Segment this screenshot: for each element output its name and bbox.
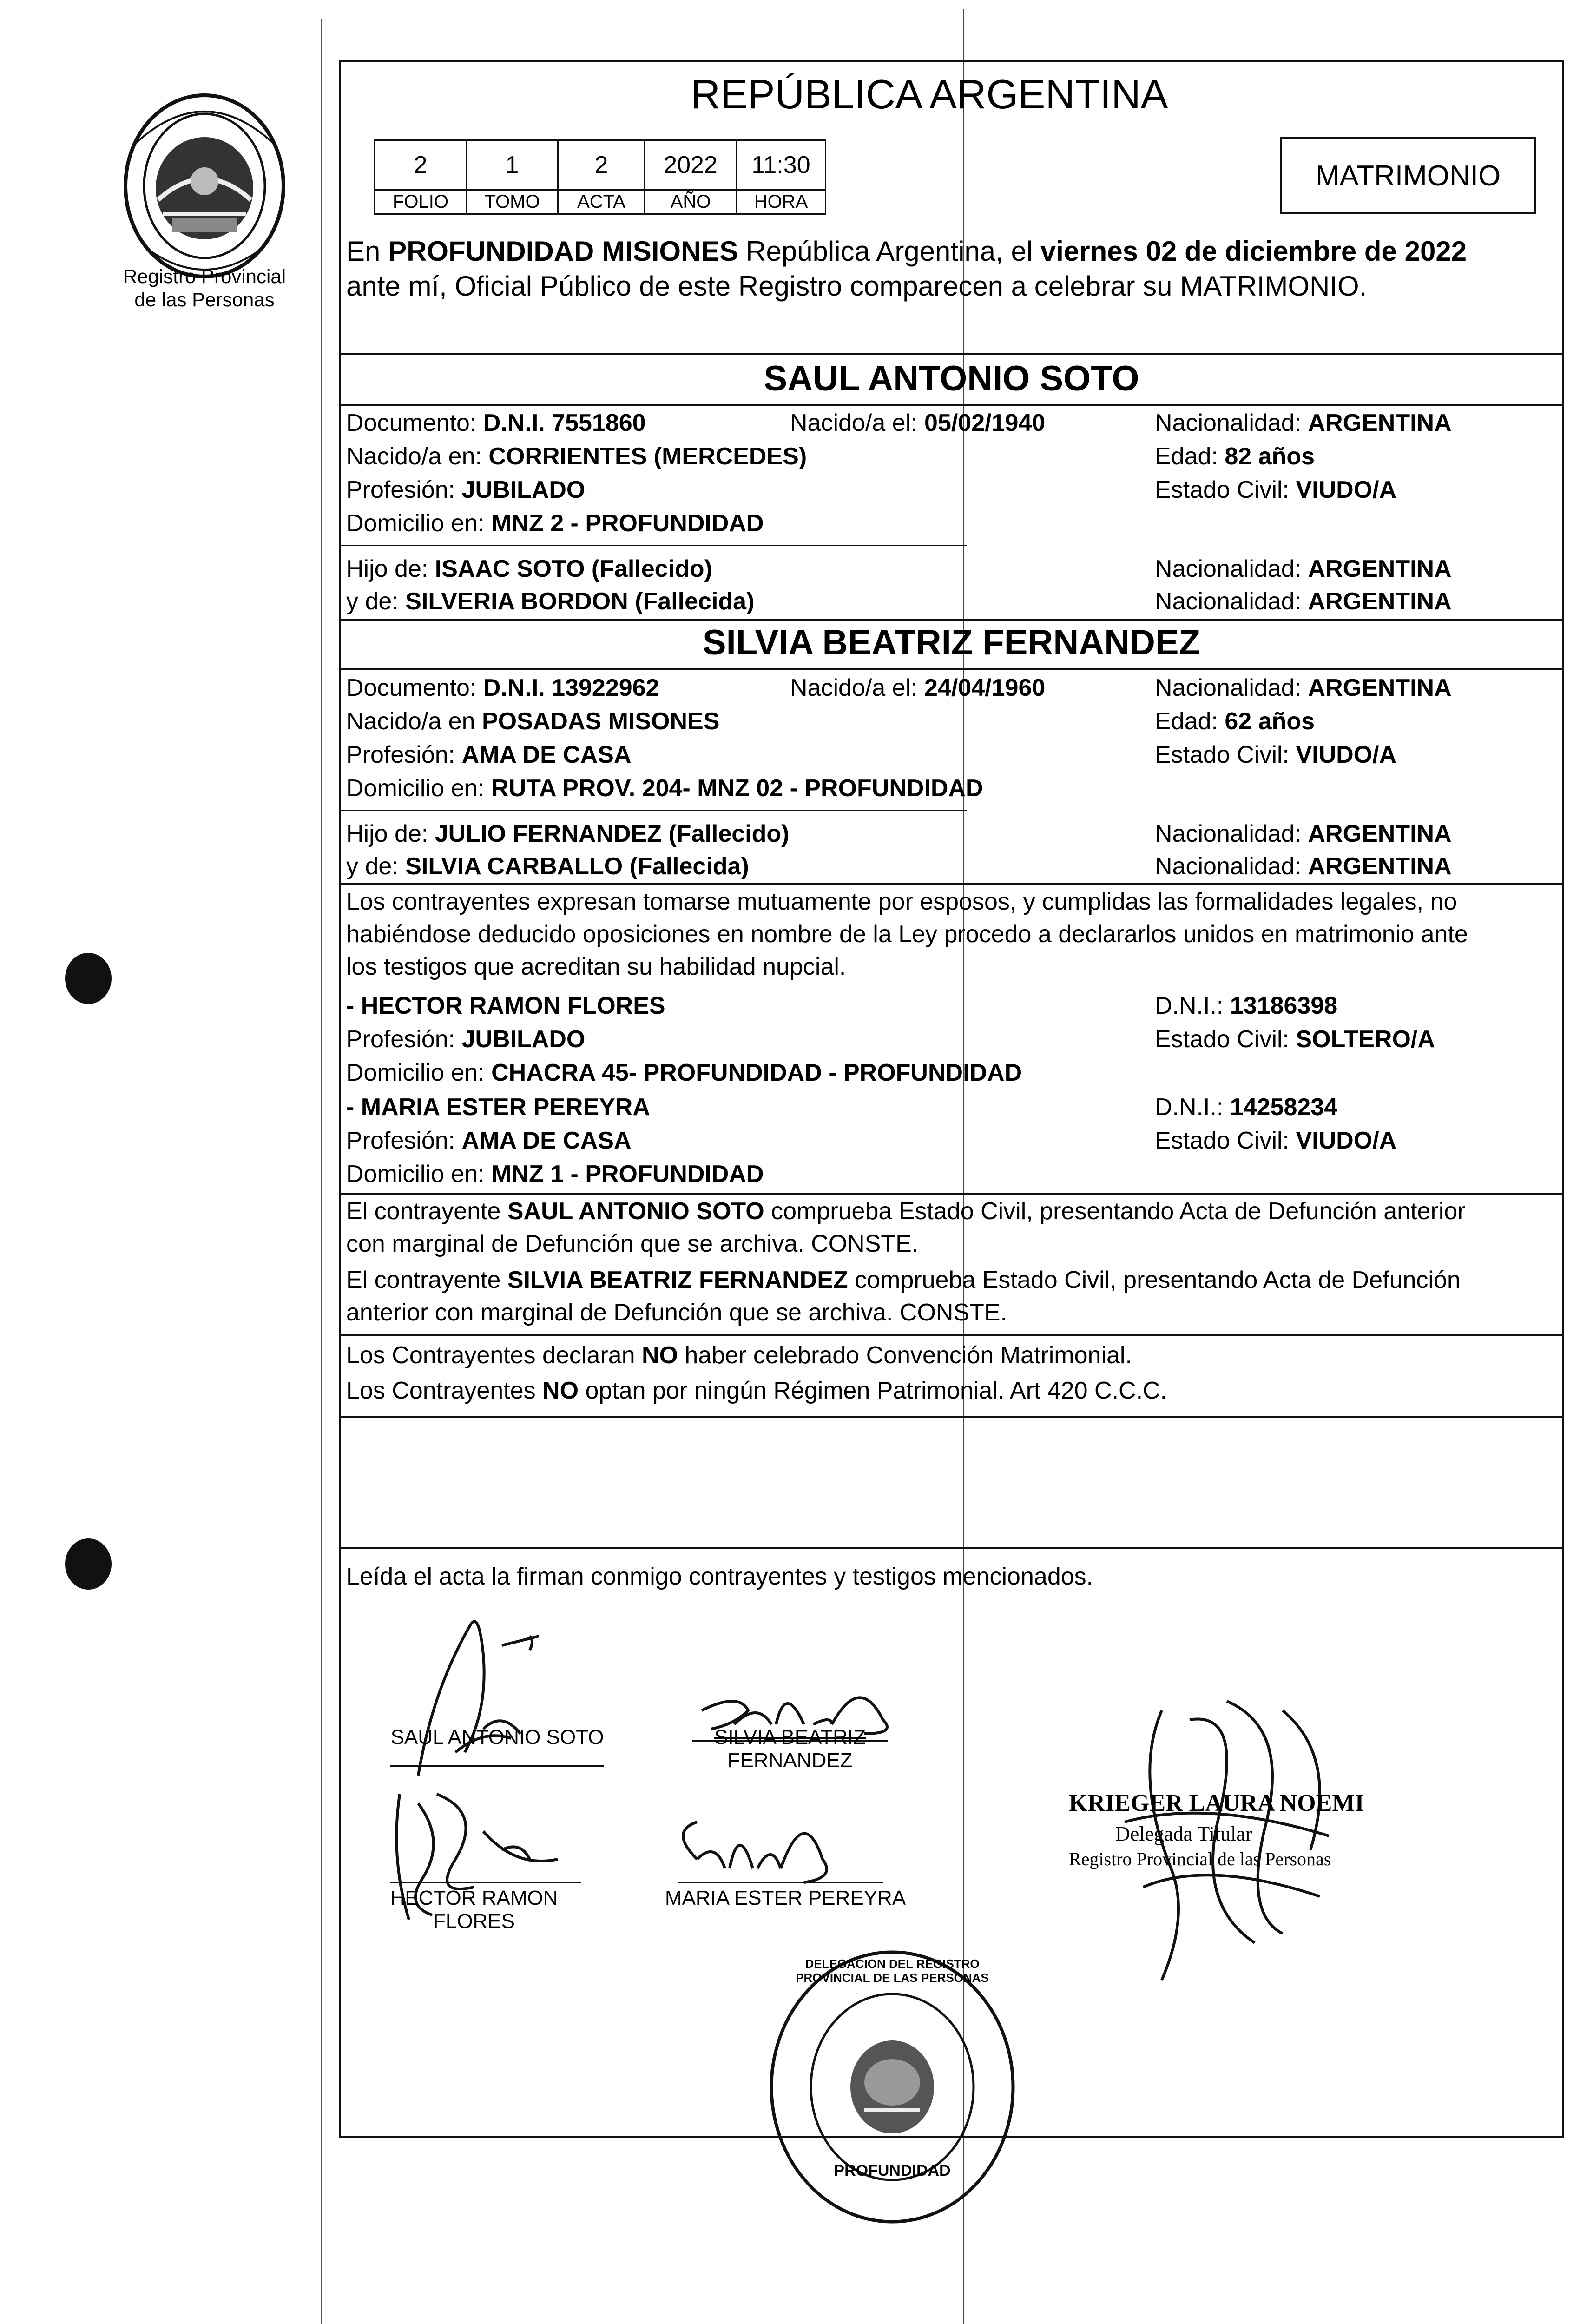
provincial-logo: [116, 88, 293, 284]
bride-signature-label1: SILVIA BEATRIZ: [714, 1726, 866, 1749]
groom-name: SAUL ANTONIO SOTO: [764, 359, 1139, 398]
witness2-address: Domicilio en: MNZ 1 - PROFUNDIDAD: [346, 1161, 764, 1188]
groom-birth-place: Nacido/a en: CORRIENTES (MERCEDES): [346, 443, 807, 470]
groom-document: Documento: D.N.I. 7551860: [346, 409, 646, 436]
acta-label: ACTA: [557, 189, 645, 215]
bride-father-nationality: Nacionalidad: ARGENTINA: [1155, 820, 1452, 847]
groom-nationality: Nacionalidad: ARGENTINA: [1155, 409, 1452, 436]
divider: [339, 619, 1564, 621]
groom-mother: y de: SILVERIA BORDON (Fallecida): [346, 588, 755, 615]
groom-profession: Profesión: JUBILADO: [346, 476, 586, 503]
folio-label: FOLIO: [374, 189, 467, 215]
page-title: REPÚBLICA ARGENTINA: [691, 71, 1168, 117]
groom-signature-label: SAUL ANTONIO SOTO: [390, 1726, 604, 1749]
tomo-label: TOMO: [466, 189, 559, 215]
margin-line: [321, 19, 322, 2324]
bride-nationality: Nacionalidad: ARGENTINA: [1155, 674, 1452, 701]
bride-father: Hijo de: JULIO FERNANDEZ (Fallecido): [346, 820, 790, 847]
bride-birth-place: Nacido/a en POSADAS MISONES: [346, 708, 720, 735]
bride-name: SILVIA BEATRIZ FERNANDEZ: [702, 623, 1200, 662]
divider: [339, 1334, 1564, 1336]
bride-birth-date: Nacido/a el: 24/04/1960: [790, 674, 1046, 701]
folio-value: 2: [374, 139, 467, 191]
official-stamp-name: KRIEGER LAURA NOEMI: [1069, 1790, 1364, 1816]
logo-caption-line1: Registro Provincial: [123, 265, 286, 287]
divider: [339, 883, 1564, 885]
hora-value: 11:30: [736, 139, 826, 191]
witness1-address: Domicilio en: CHACRA 45- PROFUNDIDAD - PROFUNDIDAD: [346, 1059, 1022, 1086]
convention-line1: Los Contrayentes declaran NO haber celebrado Convención Matrimonial.: [346, 1342, 1132, 1369]
acta-value: 2: [557, 139, 645, 191]
witness1-civil-status: Estado Civil: SOLTERO/A: [1155, 1026, 1435, 1053]
declaration-line2: habiéndose deducido oposiciones en nombre de la Ley procedo a declararlos unidos en matrimonio ante: [346, 921, 1468, 948]
witness1-signature-label1: HECTOR RAMON: [390, 1887, 558, 1909]
groom-address: Domicilio en: MNZ 2 - PROFUNDIDAD: [346, 510, 764, 537]
declaration-line1: Los contrayentes expresan tomarse mutuamente por esposos, y cumplidas las formalidades legales, no: [346, 888, 1457, 915]
witness1-name: - HECTOR RAMON FLORES: [346, 992, 665, 1019]
divider: [339, 1547, 1564, 1549]
groom-civil-status: Estado Civil: VIUDO/A: [1155, 476, 1397, 503]
tomo-value: 1: [466, 139, 559, 191]
divider: [339, 545, 967, 546]
official-stamp-registry: Registro Provincial de las Personas: [1069, 1849, 1331, 1869]
witness1-signature-label2: FLORES: [433, 1910, 515, 1933]
bride-signature-label2: FERNANDEZ: [727, 1749, 853, 1772]
binder-hole: [65, 953, 112, 1004]
bride-address: Domicilio en: RUTA PROV. 204- MNZ 02 - PROFUNDIDAD: [346, 775, 983, 802]
divider: [339, 1193, 1564, 1195]
divider: [339, 668, 1564, 670]
intro-line1: En PROFUNDIDAD MISIONES República Argentina, el viernes 02 de diciembre de 2022: [346, 236, 1467, 267]
groom-mother-nationality: Nacionalidad: ARGENTINA: [1155, 588, 1452, 615]
civil-note2-line2: anterior con marginal de Defunción que se archiva. CONSTE.: [346, 1299, 1007, 1326]
bride-document: Documento: D.N.I. 13922962: [346, 674, 659, 701]
act-type-label: MATRIMONIO: [1315, 160, 1501, 192]
logo-caption-line2: de las Personas: [134, 289, 275, 310]
groom-signature: [362, 1599, 641, 1794]
anio-value: 2022: [644, 139, 737, 191]
divider: [339, 810, 967, 811]
divider: [339, 353, 1564, 355]
witness2-dni: D.N.I.: 14258234: [1155, 1094, 1338, 1121]
seal-text-inner: PROFUNDIDAD: [834, 2162, 951, 2179]
intro-line2: ante mí, Oficial Público de este Registro comparecen a celebrar su MATRIMONIO.: [346, 271, 1367, 302]
bride-mother: y de: SILVIA CARBALLO (Fallecida): [346, 853, 749, 880]
witness2-signature-label: MARIA ESTER PEREYRA: [665, 1887, 906, 1909]
witness2-name: - MARIA ESTER PEREYRA: [346, 1094, 650, 1121]
misiones-seal-icon: [116, 88, 293, 284]
bride-profession: Profesión: AMA DE CASA: [346, 741, 632, 768]
official-stamp-title: Delegada Titular: [1115, 1822, 1252, 1845]
bride-civil-status: Estado Civil: VIUDO/A: [1155, 741, 1397, 768]
bride-mother-nationality: Nacionalidad: ARGENTINA: [1155, 853, 1452, 880]
anio-label: AÑO: [644, 189, 737, 215]
groom-age: Edad: 82 años: [1155, 443, 1315, 470]
declaration-line3: los testigos que acreditan su habilidad nupcial.: [346, 953, 846, 980]
witness2-profession: Profesión: AMA DE CASA: [346, 1127, 632, 1154]
divider: [339, 404, 1564, 406]
civil-note2-line1: El contrayente SILVIA BEATRIZ FERNANDEZ comprueba Estado Civil, presentando Acta de Defunción: [346, 1267, 1461, 1294]
witness2-civil-status: Estado Civil: VIUDO/A: [1155, 1127, 1397, 1154]
hora-label: HORA: [736, 189, 826, 215]
civil-note1-line2: con marginal de Defunción que se archiva. CONSTE.: [346, 1230, 919, 1257]
witness1-profession: Profesión: JUBILADO: [346, 1026, 586, 1053]
divider: [339, 1416, 1564, 1418]
convention-line2: Los Contrayentes NO optan por ningún Régimen Patrimonial. Art 420 C.C.C.: [346, 1377, 1167, 1404]
closing-statement: Leída el acta la firman conmigo contrayentes y testigos mencionados.: [346, 1563, 1093, 1590]
bride-age: Edad: 62 años: [1155, 708, 1315, 735]
delegation-round-seal: [762, 1943, 1022, 2231]
groom-birth-date: Nacido/a el: 05/02/1940: [790, 409, 1046, 436]
act-type-box: [1280, 137, 1536, 214]
witness1-dni: D.N.I.: 13186398: [1155, 992, 1338, 1019]
groom-father-nationality: Nacionalidad: ARGENTINA: [1155, 555, 1452, 582]
civil-note1-line1: El contrayente SAUL ANTONIO SOTO comprueba Estado Civil, presentando Acta de Defunción anterior: [346, 1198, 1466, 1225]
seal-icon: [762, 1943, 1022, 2231]
binder-hole: [65, 1538, 112, 1590]
seal-text-outer: DELEGACION DEL REGISTRO PROVINCIAL DE LAS PERSONAS: [796, 1957, 989, 1985]
groom-father: Hijo de: ISAAC SOTO (Fallecido): [346, 555, 712, 582]
